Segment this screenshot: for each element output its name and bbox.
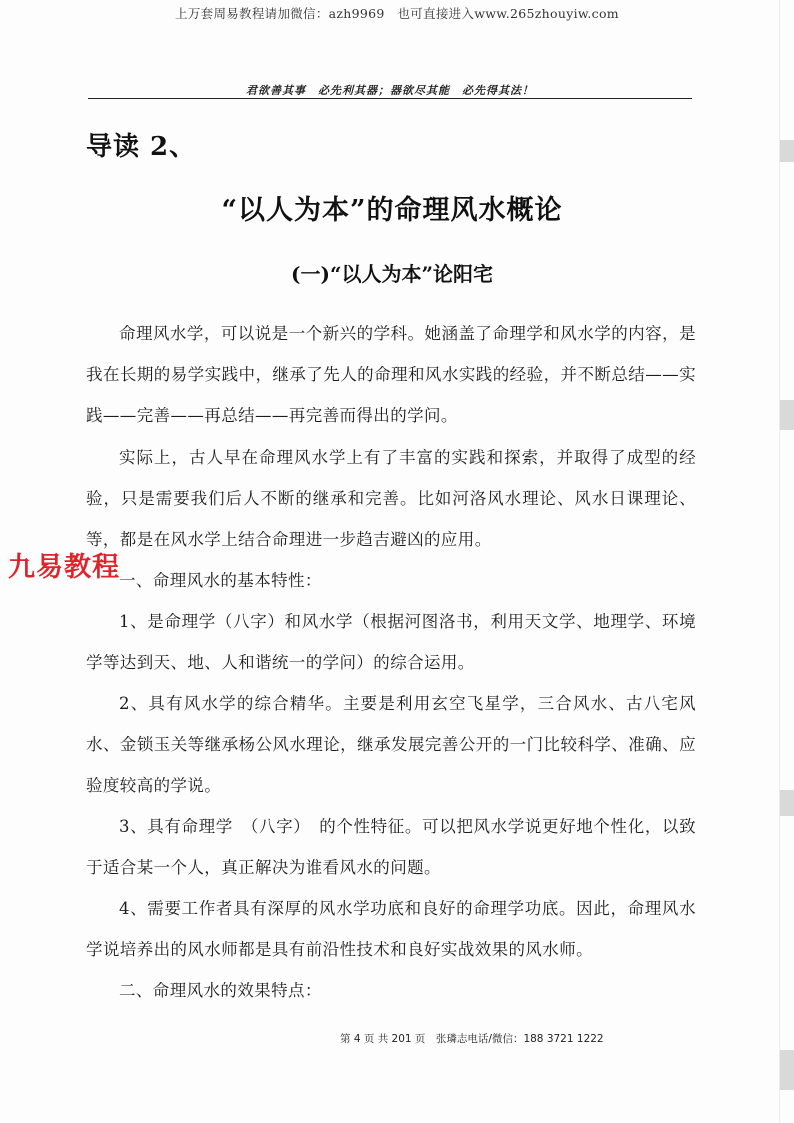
paragraph: 3、具有命理学 （八字） 的个性特征。可以把风水学说更好地个性化，以致于适合某一个人，真正解决为谁看风水的问题。 [86,817,696,877]
section-heading: 二、命理风水的效果特点： [119,981,322,1000]
section-subtitle: (一)“以人为本”论阳宅 [291,262,493,286]
page-footer: 第 4 页 共 201 页 张璘志电话/微信：188 3721 1222 [340,1033,604,1045]
paragraph: 4、需要工作者具有深厚的风水学功底和良好的命理学功底。因此，命理风水学说培养出的风水师都是具有前沿性技术和良好实战效果的风水师。 [86,899,696,959]
scan-edge-mark [780,790,794,816]
main-title: “以人为本”的命理风水概论 [221,195,563,226]
scan-edge-line [779,0,780,1123]
section-heading: 一、命理风水的基本特性： [119,571,322,590]
scan-edge-mark [780,400,794,430]
watermark-logo: 九易教程 [8,552,120,583]
paragraph: 1、是命理学（八字）和风水学（根据河图洛书，利用天文学、地理学、环境学等达到天、地、人和谐统一的学问）的综合运用。 [86,612,696,672]
scan-edge-mark [780,1050,794,1090]
paragraph: 实际上，古人早在命理风水学上有了丰富的实践和探索，并取得了成型的经验，只是需要我们后人不断的继承和完善。比如河洛风水理论、风水日课理论、等，都是在风水学上结合命理进一步趋吉避凶的应用。 [86,448,696,549]
guide-heading: 导读 2、 [86,132,197,162]
header-ad-text: 上万套周易教程请加微信：azh9969 也可直接进入www.265zhouyiw.com [175,6,619,21]
paragraph: 命理风水学，可以说是一个新兴的学科。她涵盖了命理学和风水学的内容，是我在长期的易学实践中，继承了先人的命理和风水实践的经验，并不断总结——实践——完善——再总结——再完善而得出的学问。 [86,324,696,425]
scan-edge-mark [780,140,794,162]
body-text [86,313,696,1011]
header-divider [88,98,692,99]
header-motto: 君欲善其事 必先利其器；器欲尽其能 必先得其法！ [246,84,534,97]
paragraph: 2、具有风水学的综合精华。主要是利用玄空飞星学，三合风水、古八宅风水、金锁玉关等继承杨公风水理论，继承发展完善公开的一门比较科学、准确、应验度较高的学说。 [86,694,696,795]
